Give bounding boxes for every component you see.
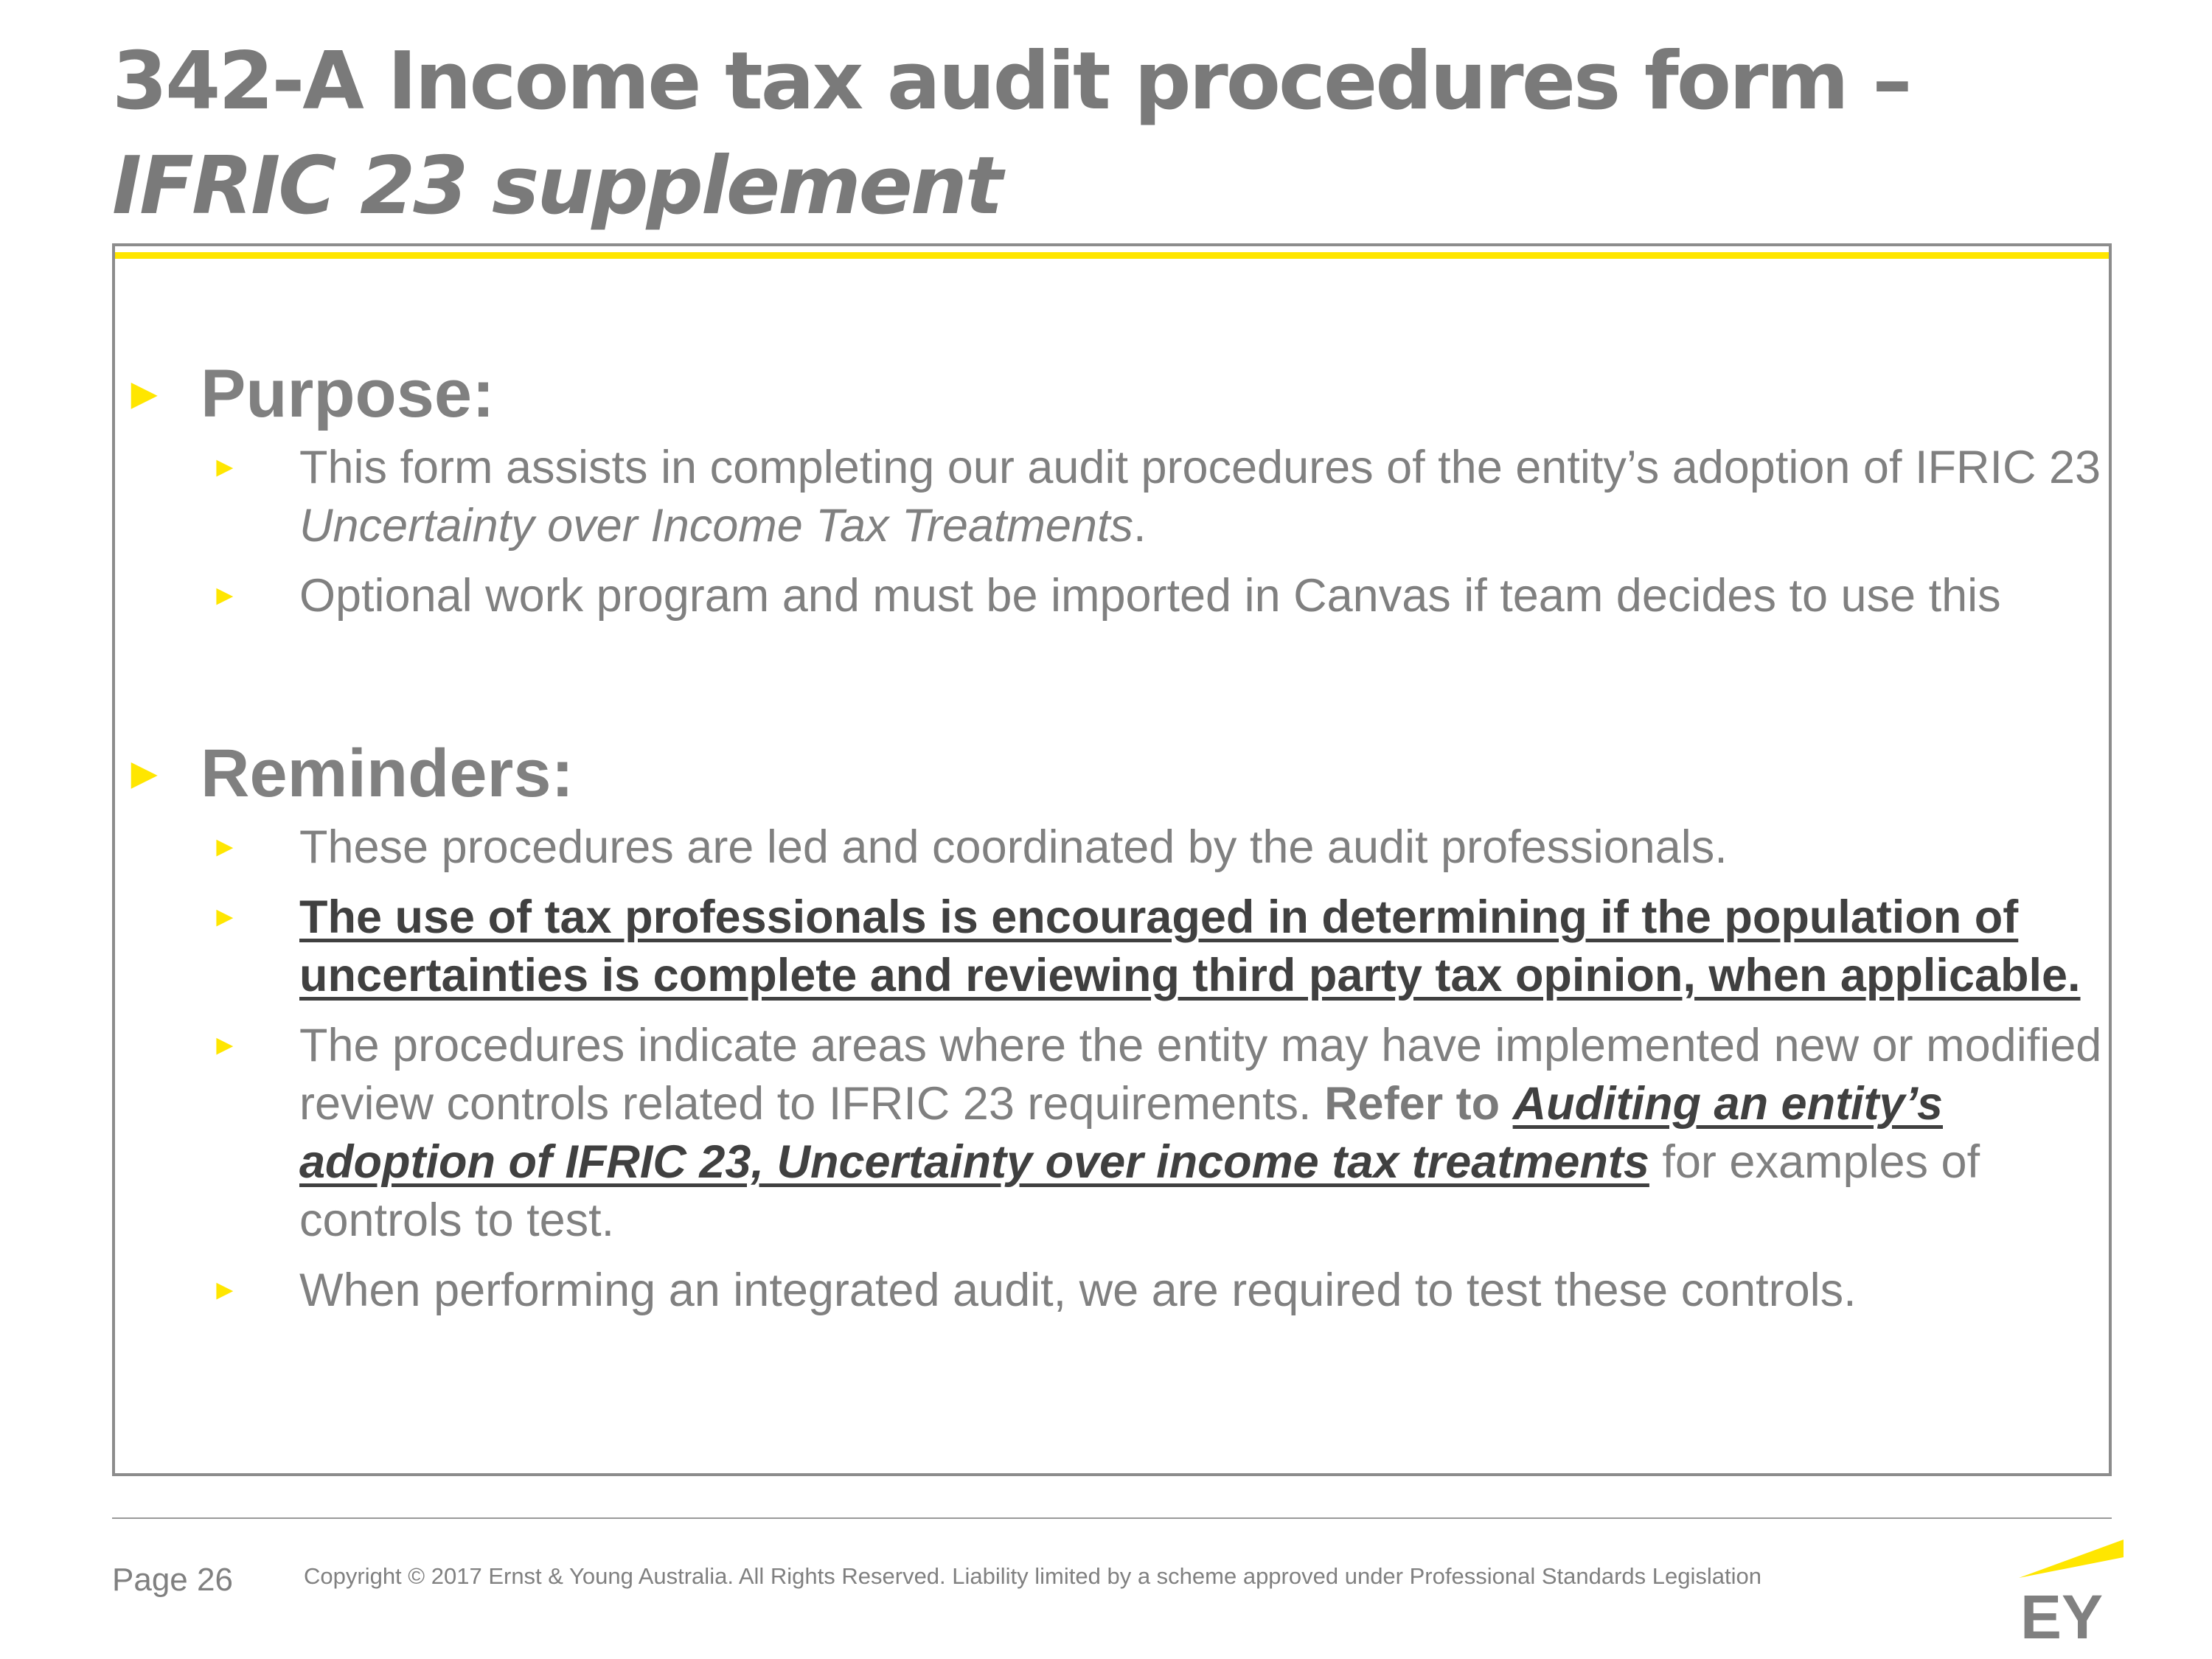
reminders-heading-row (122, 733, 2106, 814)
page-number: Page 26 (112, 1562, 233, 1598)
right-triangle-icon: ► (211, 1275, 239, 1306)
reminders-b3-end: for examples of controls to test. (299, 1136, 1980, 1246)
reminders-bullet-3 (211, 1017, 2106, 1250)
reminders-bullet-1 (211, 818, 2106, 877)
tax-professionals-note-end: . (2067, 950, 2081, 1001)
reminders-bullet-2 (211, 888, 2106, 1005)
reminders-b1-text: These procedures are led and coordinated by the audit professionals. (299, 821, 1728, 873)
right-triangle-icon: ► (122, 748, 167, 798)
right-triangle-icon: ► (122, 369, 167, 418)
ifric-title-italic: Uncertainty over Income Tax Treatments (299, 500, 1133, 552)
right-triangle-icon: ► (211, 902, 239, 933)
right-triangle-icon: ► (211, 1030, 239, 1061)
ey-logo-text: EY (2020, 1582, 2104, 1646)
refer-to-label: Refer to (1324, 1078, 1513, 1130)
reminders-b4-text: When performing an integrated audit, we are required to test these controls. (299, 1265, 1857, 1316)
purpose-b2-text: Optional work program and must be imported in Canvas if team decides to use this (299, 570, 2001, 622)
purpose-b1-end: . (1133, 500, 1147, 552)
ifric23-guidance-link[interactable]: Auditing an entity’s adoption of IFRIC 23, Uncertainty over income tax treatments (299, 1078, 1943, 1188)
reminders-heading: Reminders: (201, 735, 574, 811)
purpose-bullet-1 (211, 439, 2106, 555)
content-panel (112, 243, 2112, 1476)
purpose-bullet-2 (211, 567, 2106, 625)
right-triangle-icon: ► (211, 832, 239, 863)
yellow-rule (115, 252, 2109, 259)
right-triangle-icon: ► (211, 580, 239, 611)
purpose-b1-text: This form assists in completing our audit procedures of the entity’s adoption of IFRIC 23 (299, 442, 2101, 493)
tax-professionals-note: The use of tax professionals is encouraged in determining if the population of uncertainties is complete and reviewing third party tax opinion, when applicable (299, 891, 2067, 1001)
ey-logo (2013, 1535, 2131, 1646)
right-triangle-icon: ► (211, 452, 239, 483)
reminders-section (122, 733, 2106, 1320)
ey-logo-beam (2019, 1540, 2124, 1578)
purpose-heading: Purpose: (201, 355, 495, 431)
title-italic: IFRIC 23 supplement (112, 140, 1001, 232)
reminders-bullet-4 (211, 1262, 2106, 1320)
footer-divider (112, 1517, 2112, 1519)
copyright-notice: Copyright © 2017 Ernst & Young Australia. All Rights Reserved. Liability limited by a scheme approved under Professional Standards Legislation (304, 1563, 1761, 1589)
purpose-section (122, 353, 2106, 625)
reminders-b3-text: The procedures indicate areas where the entity may have implemented new or modified review controls related to IFRIC 23 requirements. (299, 1020, 2102, 1130)
title-main: 342-A Income tax audit procedures form – (112, 35, 1910, 128)
purpose-heading-row (122, 353, 2106, 434)
page-title (112, 29, 2147, 239)
